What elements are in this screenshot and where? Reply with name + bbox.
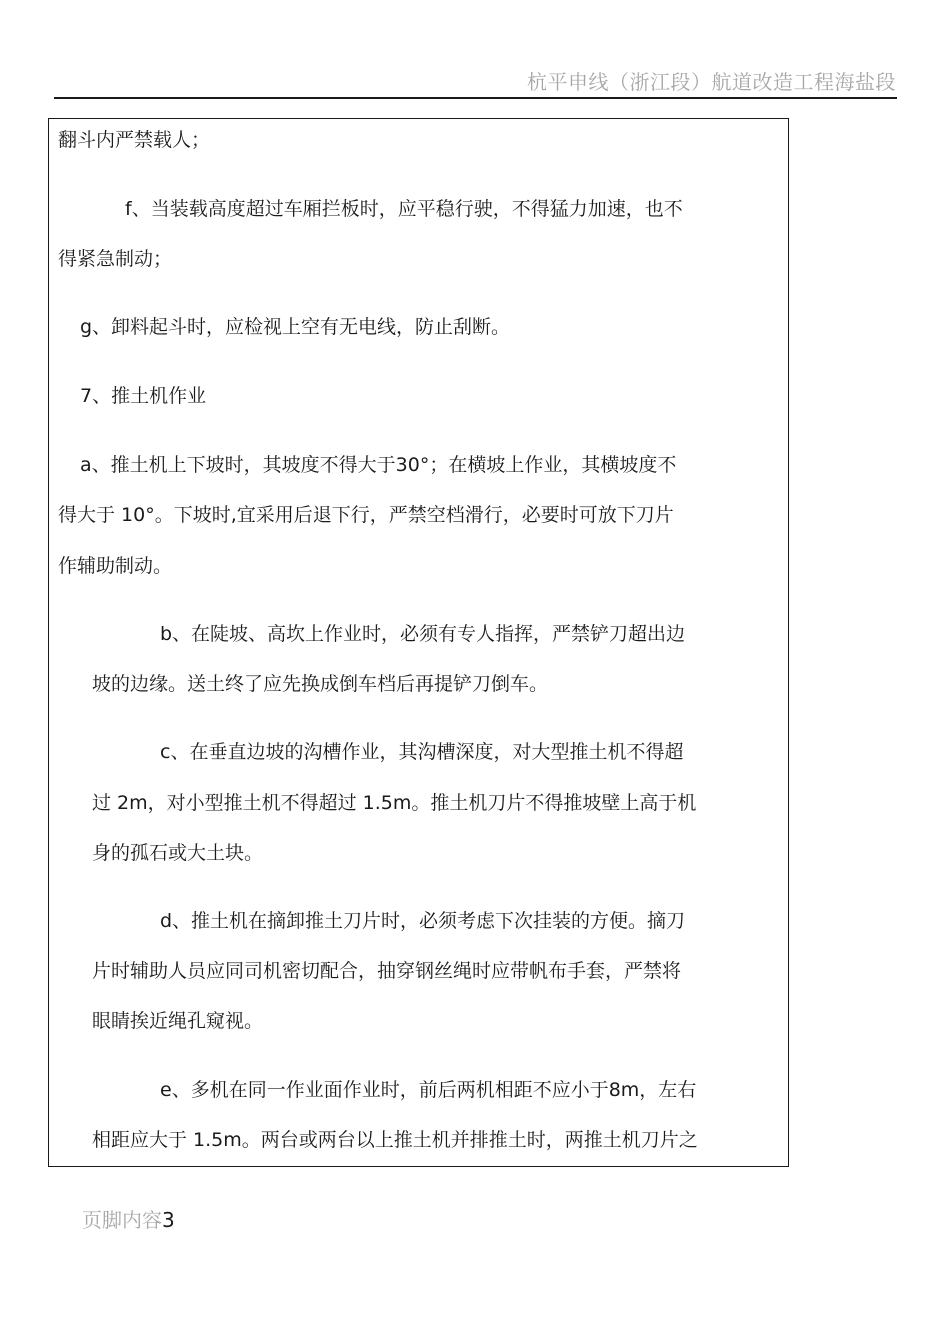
page-number: 3 <box>162 1208 175 1232</box>
text-line: 翻斗内严禁载人； <box>58 129 211 151</box>
text-line: f、当装载高度超过车厢拦板时，应平稳行驶，不得猛力加速，也不 <box>125 198 683 220</box>
text-line: 得大于 10°。下坡时,宜采用后退下行，严禁空档滑行，必要时可放下刀片 <box>58 504 674 526</box>
text-line: 相距应大于 1.5m。两台或两台以上推土机并排推土时，两推土机刀片之 <box>92 1129 698 1151</box>
text-line: d、推土机在摘卸推土刀片时，必须考虑下次挂装的方便。摘刀 <box>160 910 686 932</box>
footer-label: 页脚内容 <box>82 1208 162 1232</box>
text-line: 眼睛挨近绳孔窥视。 <box>92 1010 264 1032</box>
section-heading: 7、推土机作业 <box>80 385 207 407</box>
text-line: 坡的边缘。送土终了应先换成倒车档后再提铲刀倒车。 <box>92 673 549 695</box>
text-line: a、推土机上下坡时，其坡度不得大于30°；在横坡上作业，其横坡度不 <box>80 454 677 476</box>
text-line: 得紧急制动； <box>58 248 173 270</box>
text-line: 作辅助制动。 <box>58 555 173 577</box>
page-header-title: 杭平申线（浙江段）航道改造工程海盐段 <box>527 70 896 94</box>
text-line: e、多机在同一作业面作业时，前后两机相距不应小于8m，左右 <box>160 1079 697 1101</box>
page-footer <box>82 1204 175 1233</box>
text-line: g、卸料起斗时，应检视上空有无电线，防止刮断。 <box>80 316 511 338</box>
text-line: c、在垂直边坡的沟槽作业，其沟槽深度，对大型推土机不得超 <box>160 741 684 763</box>
text-line: b、在陡坡、高坎上作业时，必须有专人指挥，严禁铲刀超出边 <box>160 623 686 645</box>
header-divider <box>54 97 897 99</box>
text-line: 过 2m，对小型推土机不得超过 1.5m。推土机刀片不得推坡壁上高于机 <box>92 792 697 814</box>
text-line: 片时辅助人员应同司机密切配合，抽穿钢丝绳时应带帆布手套，严禁将 <box>92 960 682 982</box>
text-line: 身的孤石或大土块。 <box>92 842 264 864</box>
